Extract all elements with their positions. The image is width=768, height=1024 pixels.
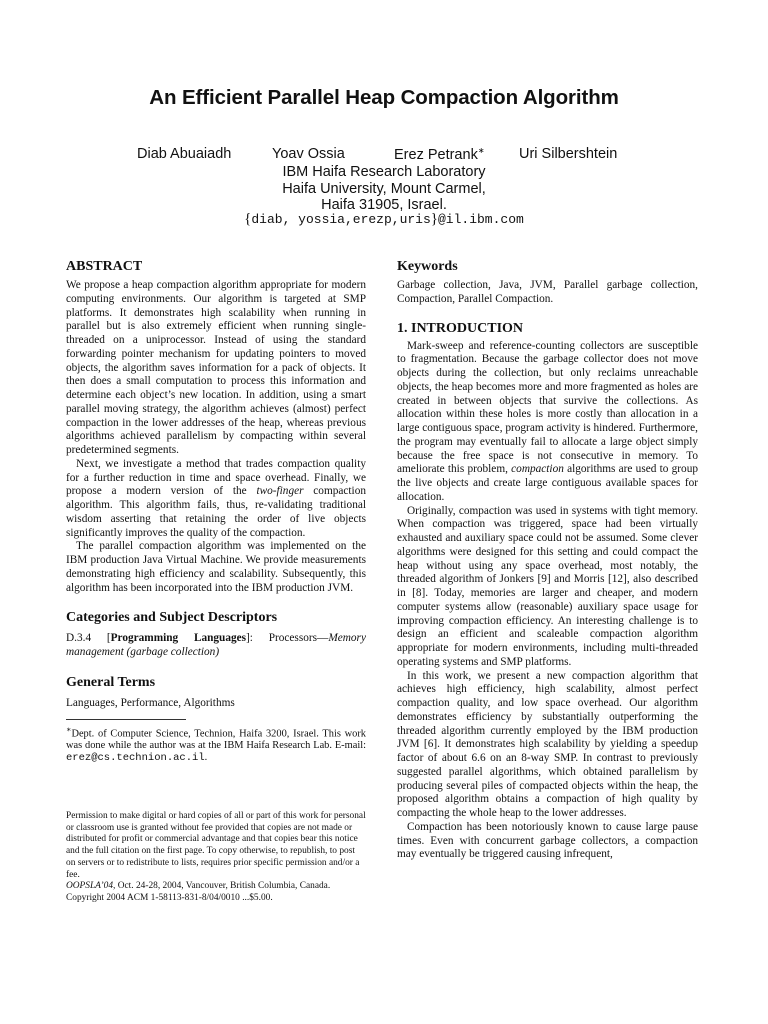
permission-notice: Permission to make digital or hard copies of all or part of this work for personal or classroom use is granted without fee provided that copies are not made or distributed for profit or commercial advantage and that copies bear this notice and the full citation on the first page. To copy otherwise, to republish, to post on servers or to redistribute to lists, requires prior specific permission and/or a fee. OOPSLA’04, Oct. 24-28, 2004, Vancouver, British Columbia, Canada. Copyright 2004 ACM 1-58113-831-8/04/0010 ...$5.00. [66, 811, 366, 903]
general-terms-heading: General Terms [66, 674, 156, 690]
author-name: Diab Abuaiadh [137, 146, 232, 162]
author-list [0, 146, 768, 166]
keywords-heading: Keywords [397, 259, 458, 274]
paper-title: An Efficient Parallel Heap Compaction Algorithm [149, 86, 619, 109]
author-name: Uri Silbershtein [519, 146, 618, 162]
footnote-mark: ∗ [477, 146, 485, 155]
categories-text: D.3.4 [Programming Languages]: Processors—Memory management (garbage collection) [66, 632, 366, 658]
keywords-text: Garbage collection, Java, JVM, Parallel garbage collection, Compaction, Parallel Compaction. [397, 279, 698, 305]
author-name: Erez Petrank∗ [394, 146, 485, 163]
introduction-heading: 1. INTRODUCTION [397, 320, 524, 336]
right-column: Keywords Garbage collection, Java, JVM, Parallel garbage collection, Compaction, Parallel Compaction. 1. INTRODUCTION Mark-sweep and reference-counting collectors are susceptible to fragmentation. Because the garbage collector does not move objects during the collection, but only reclaims unreachable objects, the heap becomes more and more fragmented as holes are created in between objects that survive the collections. As allocation within these holes is more costly than allocation in a large contiguous space, program activity is hindered. Furthermore, the program may eventually fail to allocate a large object simply because the free space is not consecutive in memory. To ameliorate this problem, compaction algorithms are used to group the live objects and create large contiguous available spaces for allocation. Originally, compaction was used in systems with tight memory. When compaction was triggered, space had been virtually exhausted and auxiliary space could not be assumed. Some clever algorithms were designed for this setting and could compact the heap without using any space overhead, most notably, the threaded algorithm of Jonkers [9] and Morris [12], also described in [8]. Today, memories are larger and cheaper, and modern computer systems allow (reasonable) auxiliary space usage for improving compaction efficiency. An interesting challenge is to design an efficient and scaleable compaction algorithm appropriate for modern environments, including multi-threaded operating systems and SMP platforms. In this work, we present a new compaction algorithm that achieves high efficiency, high scalability, almost perfect compaction quality, and low space overhead. Our algorithm demonstrates efficiency by substantially outperforming the threaded algorithm currently employed by the IBM production JVM [6]. It demonstrates high scalability by yielding a speedup factor of about 6.6 on an 8-way SMP. In contrast to previously suggested parallel algorithms, which obtained parallelism by producing several piles of compacted objects within the heap, the proposed algorithm obtains a compaction of high quality by compacting the whole heap to the lower addresses. Compaction has been notoriously known to cause large pause times. Even with concurrent garbage collectors, a compaction may eventually be triggered causing infrequent, [397, 259, 698, 861]
affiliation: IBM Haifa Research Laboratory Haifa University, Mount Carmel, Haifa 31905, Israel. [282, 164, 486, 213]
left-column [66, 258, 366, 764]
general-terms-text: Languages, Performance, Algorithms [66, 696, 235, 709]
footnote-rule [66, 719, 186, 720]
abstract-heading: ABSTRACT [66, 259, 143, 274]
author-name: Yoav Ossia [272, 146, 345, 162]
categories-heading: Categories and Subject Descriptors [66, 610, 278, 626]
footnote: ∗Dept. of Computer Science, Technion, Haifa 3200, Israel. This work was done while the author was at the IBM Haifa Research Lab. E-mail: erez@cs.technion.ac.il. [66, 724, 366, 764]
abstract-body: We propose a heap compaction algorithm appropriate for modern computing environments. Our algorithm is targeted at SMP platforms. It demonstrates high scalability when running in parallel but is also extremely efficient when running single-threaded on a uniprocessor. Instead of using the standard forwarding pointer mechanism for updating pointers to moved objects, the algorithm saves information for a pack of objects. It then does a small computation to process this information and determine each object’s new location. In addition, using a smart parallel moving strategy, the algorithm achieves (almost) perfect compaction in the lower addresses of the heap, whereas previous algorithms achieved parallelism by compacting within several predetermined segments. Next, we investigate a method that trades compaction quality for a further reduction in time and space overhead. Finally, we propose a modern version of the two-finger compaction algorithm. This algorithm fails, thus, re-validating traditional wisdom asserting that retaining the order of live objects significantly improves the quality of the compaction. The parallel compaction algorithm was implemented on the IBM production Java Virtual Machine. We provide measurements demonstrating high efficiency and scalability. Subsequently, this algorithm has been incorporated into the IBM production JVM. [66, 279, 366, 594]
author-emails: {diab, yossia,erezp,uris}@il.ibm.com [244, 211, 524, 227]
